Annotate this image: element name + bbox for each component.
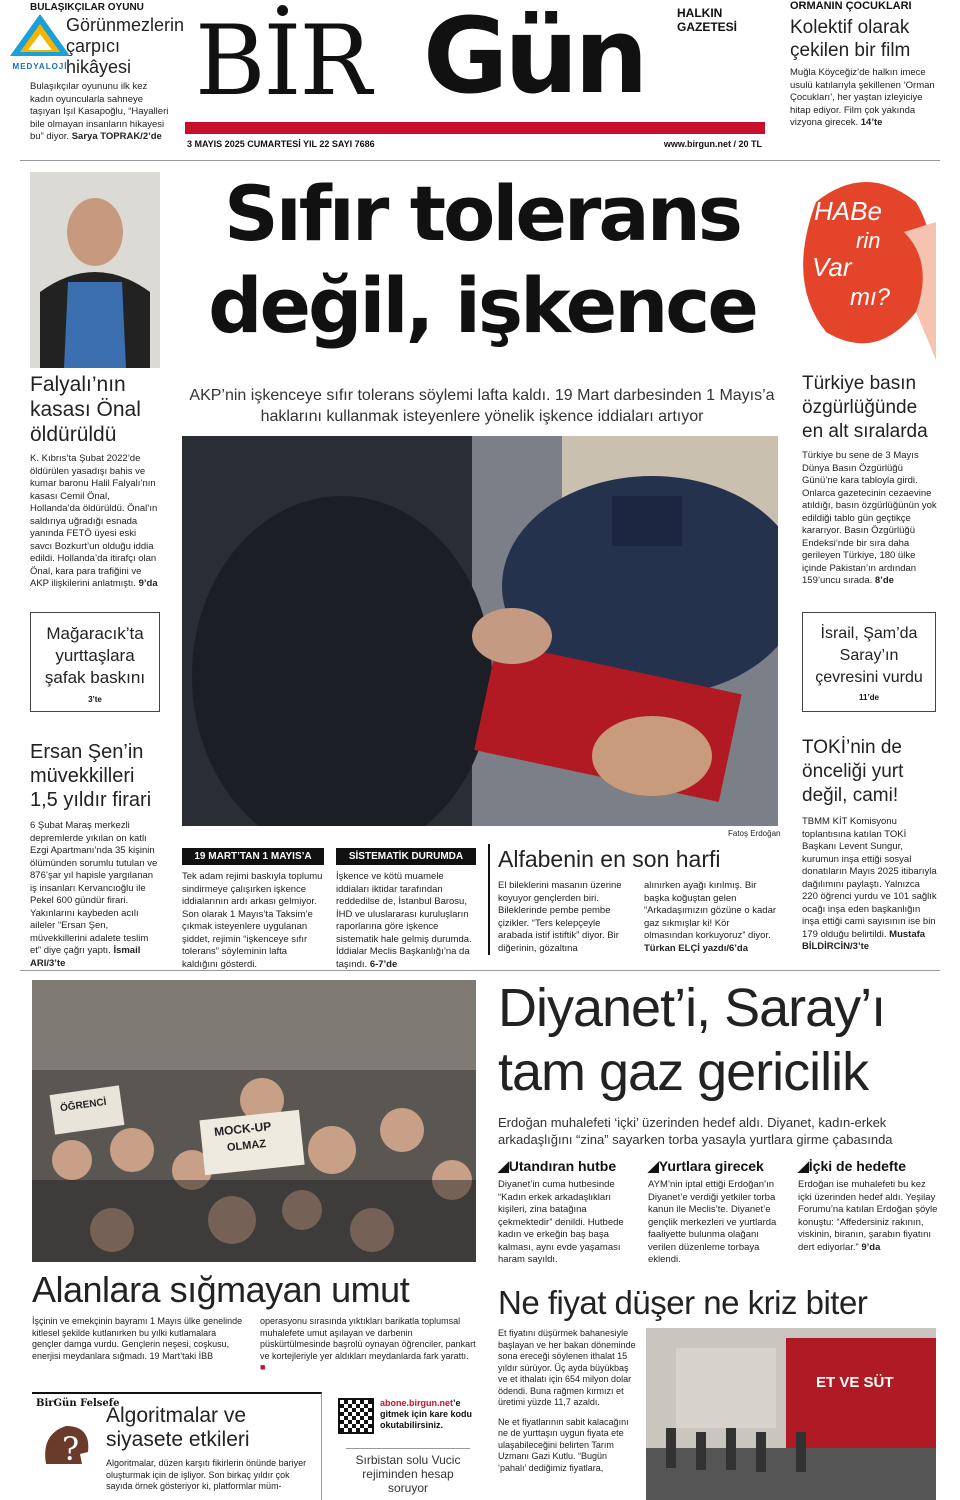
main-photo-illustration — [182, 436, 778, 826]
toki-title: TOKİ’nin de önceliği yurt değil, cami! — [802, 737, 904, 806]
sistematik-tag: SİSTEMATİK DURUMDA — [336, 848, 476, 865]
alanlara-body-1: İşçinin ve emekçinin bayramı 1 Mayıs ülke genelinde kitlesel şekilde kutlanırken bu yılki kutlamalara gençler damga vurdu. Gençlerin neşesi, coşkusu, enerjisi meydanlara sığmadı. 19 Mart’taki İBB — [32, 1316, 243, 1361]
main-headline-line2: değil, işkence — [208, 261, 756, 350]
main-headline[interactable] — [182, 168, 782, 352]
crowd-sign-2: OLMAZ — [226, 1137, 267, 1155]
watermark-text: MEDYALOJİ — [12, 62, 68, 71]
toki-story[interactable] — [802, 736, 937, 954]
basin-body: Türkiye bu sene de 3 Mayıs Dünya Basın Özgürlüğü Günü’ne kara tabloyla girdi. Onlarca gazetecinin cezaevine atıldığı, basın özgürlüğünün yok edildiği tablo gün geçtikçe kararıyor. Basın Özgürlüğü Endeksi’nde bir sıra daha gerileyen Türkiye, 180 ülke içinde Pakistan’ın ardından 159’uncu sırada. 8’de — [802, 450, 937, 586]
nefiyat-body-2: Ne et fiyatlarının sabit kalacağını ne de yurttaşın uygun fiyata ete ulaşabileceğini belirten Tarım Uzmanı Gazi Kutlu. “Bugün ‘pahalı’ dediğimiz fiyatlara, — [498, 1416, 629, 1473]
top-left-kicker: BULAŞIKÇILAR OYUNU — [30, 2, 144, 13]
haber-word-2: rin — [856, 228, 881, 253]
sirbistan-text: Sırbistan solu Vucic rejiminden hesap soruyor — [355, 1453, 461, 1495]
crowd-photo — [32, 980, 476, 1262]
alfabe-title: Alfabenin en son harfi — [498, 846, 721, 872]
alanlara-body-2: operasyonu sırasında yıktıkları barikatla toplumsal muhalefete umut aşılayan ve darbenin püskürtülmesinde başrolü oynayan öğrenciler, pankart ve kortejleriyle yer aldıkları meydanlarda fark yarattı. ■ — [260, 1316, 476, 1372]
falyali-title: Falyalı’nın kasası Önal öldürüldü — [30, 373, 141, 446]
felsefe-kicker: BirGün Felsefe — [36, 1398, 120, 1409]
israil-title: İsrail, Şam’da Saray’ın çevresini vurdu — [815, 625, 923, 686]
diyanet-col-1-title: Utandıran hutbe — [508, 1158, 617, 1174]
diyanet-col-3 — [798, 1158, 938, 1267]
nefiyat-story[interactable] — [498, 1282, 938, 1500]
mart-tag: 19 MART’TAN 1 MAYIS’A — [182, 848, 324, 865]
basin-title: Türkiye basın özgürlüğünde en alt sıralarda — [802, 373, 928, 442]
diyanet-line1: Diyanet’i, Saray’ı — [498, 978, 886, 1038]
svg-text:?: ? — [62, 1430, 80, 1468]
magaracik-box[interactable] — [30, 612, 160, 712]
masthead-red-bar — [185, 122, 765, 134]
triangle-icon: ◢ — [798, 1158, 809, 1174]
top-right-body: Muğla Köyceğiz’de halkın imece usulü katılarıyla şekillenen ‘Orman Çocukları’, her yaştan izleyiciye hitap ediyor. Film çok yakında vizyona girecek. 14’te — [790, 67, 935, 128]
top-left-teaser[interactable] — [30, 2, 185, 144]
felsefe-title: Algoritmalar ve siyasete etkileri — [106, 1404, 250, 1451]
magaracik-page: 3’te — [88, 695, 102, 704]
top-right-kicker: ORMANIN ÇOCUKLARI — [790, 0, 912, 12]
ersan-title: Ersan Şen’in müvekkilleri 1,5 yıldır firari — [30, 741, 152, 811]
felsefe-body: Algoritmalar, düzen karşıtı fikirlerin önünde bariyer oluşturmak için de işliyor. Son birkaç yıldır çok sayıda örnek gösteriyor ki, platformlar müm- — [106, 1458, 307, 1491]
diyanet-col-1 — [498, 1158, 638, 1267]
site-price[interactable]: www.birgun.net / 20 TL — [663, 139, 762, 149]
top-left-title: Görünmezlerin çarpıcı hikâyesi — [66, 15, 185, 77]
felsefe-head-icon — [36, 1414, 96, 1474]
basin-story[interactable] — [802, 372, 937, 588]
top-left-body: Bulaşıkçılar oyununu ilk kez kadın oyuncularla sahneye taşıyan Işıl Kasapoğlu, “Hayalleri bile olmayan insanların hikayesi bu” diyor. Sarya TOPRAK/2’de — [30, 81, 169, 142]
triangle-icon: ◢ — [498, 1158, 509, 1174]
qr-code-icon[interactable] — [338, 1398, 374, 1434]
alfabe-body-2: alınırken ayağı kırılmış. Bir başka koğuştan gelen “Arkadaşımızın gözüne o kadar gaz sıkmışlar ki! Kör olmasından korkuyoruz” diyor. Türkan ELÇİ yazdı/6’da — [644, 880, 777, 954]
alanlara-title: Alanlara sığmayan umut — [32, 1269, 410, 1310]
alfabe-body-1: El bileklerini masanın üzerine koyuyor gençlerden biri. Bileklerinde pembe pembe çizikler. “Ters kelepçeyle arabada istif istiftik” diyor. Bir diğerinin, gözaltına — [498, 880, 622, 954]
diyanet-line2: tam gaz gericilik — [498, 1042, 869, 1102]
diyanet-col-2 — [648, 1158, 788, 1267]
haber-word-4: mı? — [850, 284, 891, 311]
magaracik-title: Mağaracık’ta yurttaşlara şafak baskını — [44, 624, 146, 687]
sistematik-body: İşkence ve kötü muamele iddiaları iktidar tarafından reddedilse de, İstanbul Barosu, İHD ve uluslararası kuruluşların raporlarına göre işkence sistematik hale gelmiş durumda. İddialar Meclis Başkanlığı’na da taşındı. 6-7’de — [336, 871, 472, 970]
ersan-story[interactable] — [30, 740, 160, 970]
ersan-body: 6 Şubat Maraş merkezli depremlerde yıkılan on katlı Ezgi Apartmanı’nda 35 kişinin ölümünden sorumlu tutulan ve 876’şar yıl hapisle yargılanan iş insanları Kervancıoğlu ile Pekel 600 gündür firari. Yakınlarını kaybeden acılı aileler “Ersan Şen, müvekkillerini adalete teslim et” diye çağrı yaptı. İsmail ARI/3’te — [30, 820, 158, 969]
end-square-icon: ■ — [260, 1362, 266, 1372]
main-headline-line1: Sıfır tolerans — [223, 169, 741, 258]
diyanet-col-1-body: Diyanet’in cuma hutbesinde “Kadın erkek arkadaşlıkları kişileri, zina batağına çekmektedir” denildi. Hutbede kadın ve erkeğin baş başa kalması, aynı evde yaşaması haram sayıldı. — [498, 1179, 624, 1265]
israil-page: 11’de — [858, 693, 879, 702]
felsefe-box[interactable] — [32, 1392, 322, 1500]
dateline: 3 MAYIS 2025 CUMARTESİ YIL 22 SAYI 7686 — [187, 139, 375, 149]
masthead-logo — [185, 0, 770, 160]
israil-box[interactable] — [802, 612, 936, 712]
falyali-body: K. Kıbrıs’ta Şubat 2022’de öldürülen yasadışı bahis ve kumar baronu Halil Falyalı’nın kasası Cemil Önal, Hollanda’da öldürüldü. Önal’ın saldırıya uğradığı esnada yanında FETÖ üyesi eski savcı Bozkurt’un olduğu iddia edildi. Hollanda’da itirafçı olan Önal, kara para trafiğini ve AKP ilişkilerini anlatmıştı. 9’da — [30, 453, 158, 589]
triangle-icon: ◢ — [648, 1158, 659, 1174]
haber-word-1: HABe — [814, 196, 882, 226]
diyanet-deck: Erdoğan muhalefeti ‘içki’ üzerinden hedef aldı. Diyanet, kadın-erkek arkadaşlığını “zina” sayarken torba yasayla yurtlara girme çabasında — [498, 1115, 893, 1147]
diyanet-story[interactable] — [498, 976, 938, 1267]
butcher-illustration — [646, 1328, 936, 1500]
left-portrait-photo — [30, 172, 160, 368]
brand-part1: BİR — [195, 5, 370, 117]
toki-body: TBMM KİT Komisyonu toplantısına katılan TOKİ Başkanı Levent Sungur, kurumun inşa ettiği sosyal donatıların Mayıs 2025 itibarıyla dağılımını paylaştı. Yalnızca 220 öğrenci yurdu ve 101 sağlık ocağı inşa eden başkanlığın inşa ettiği cami sayısının ise bin 179 olduğu belirtildi. Mustafa BİLDİRCİN/3’te — [802, 816, 937, 952]
butcher-photo — [646, 1328, 936, 1500]
top-right-title: Kolektif olarak çekilen bir film — [790, 17, 911, 61]
haber-varmi-graphic[interactable] — [796, 172, 936, 360]
sistematik-section[interactable] — [336, 848, 476, 971]
diyanet-col-2-body: AYM’nin iptal ettiği Erdoğan’ın Diyanet’e verdiği yetkiler torba kanun ile Meclis’te. Diyanet’e gençlik merkezleri ve yurtlarda faaliyette bulunma olağanı verilen düzenleme torbaya eklendi. — [648, 1179, 777, 1265]
haber-word-3: Var — [812, 252, 852, 282]
main-photo-credit: Fatoş Erdoğan — [728, 829, 781, 838]
mart-body: Tek adam rejimi baskıyla toplumu sindirmeye çalışırken işkence iddialarının ardı arkası gelmiyor. Son olarak 1 Mayıs’ta Taksim’e çıkmak isteyenlere uygulanan şiddet, rejimin “işkenceye sıfır tolerans” söyleminin lafta kaldığını gösterdi. — [182, 871, 323, 970]
diyanet-col-2-title: Yurtlara girecek — [658, 1158, 764, 1174]
butcher-sign: ET VE SÜT — [816, 1374, 894, 1391]
brand-part2: Gün — [423, 0, 645, 117]
abone-text: abone.birgun.net’e gitmek için kare kodu okutabilirsiniz. — [380, 1398, 473, 1430]
main-deck: AKP’nin işkenceye sıfır tolerans söylemi lafta kaldı. 19 Mart darbesinden 1 Mayıs’a haklarını kullanmak isteyenlere yönelik işkence iddiaları artıyor — [189, 387, 775, 425]
top-right-teaser[interactable] — [790, 0, 940, 130]
diyanet-col-3-body: Erdoğan ise muhalefeti bu kez içki üzerinden hedef aldı. Yeşilay Forumu’na katılan Erdoğan şöyle konuştu: “Affedersiniz rakının, viskinin, biranın, şarabın fiyatını dert ediyorlar.” 9’da — [798, 1179, 938, 1253]
diyanet-col-3-title: İçki de hedefte — [808, 1158, 907, 1174]
nefiyat-title: Ne fiyat düşer ne kriz biter — [498, 1284, 868, 1321]
main-photo — [182, 436, 778, 826]
crowd-sign-1: MOCK-UP — [213, 1119, 272, 1139]
mart-section[interactable] — [182, 848, 324, 971]
falyali-story[interactable] — [30, 372, 160, 591]
tagline: HALKIN GAZETESİ — [677, 6, 738, 34]
alanlara-story[interactable] — [32, 1268, 476, 1374]
sirbistan-teaser[interactable] — [346, 1448, 470, 1495]
alfabe-section[interactable] — [488, 844, 780, 955]
portrait-illustration — [30, 172, 160, 368]
nefiyat-body-1: Et fiyatını düşürmek bahanesiyle başlayan ve her bakan döneminde sona ereceği söylenen ithalat 15 yıldır sürüyor. Üç ayda büyükbaş ve et ithalatı için 654 milyon dolar ödendi. Buna rağmen kırmızı et üretimi yüzde 11,7 azaldı. — [498, 1328, 636, 1407]
crowd-sign-3: ÖĞRENCİ — [59, 1096, 108, 1115]
